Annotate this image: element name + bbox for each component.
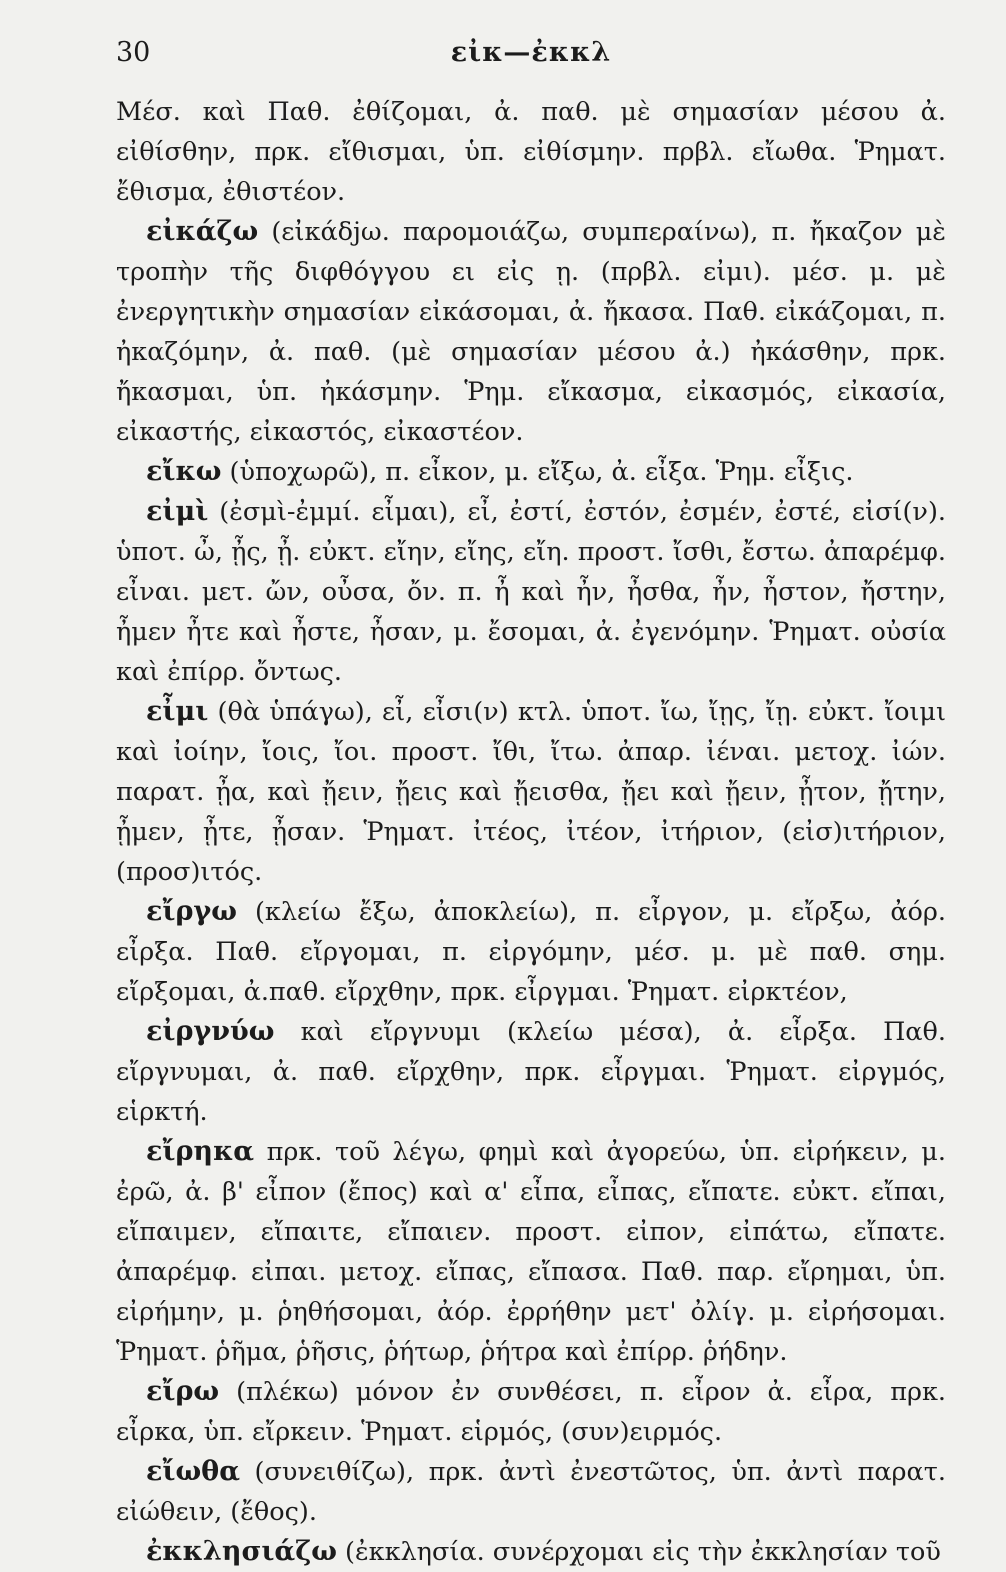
entry-lemma: εἰκάζω (146, 216, 259, 247)
entry-lemma: εἴκω (146, 456, 222, 487)
entry-lemma: εἴωθα (146, 1456, 240, 1487)
entry-body: καὶ εἴργνυμι (κλείω μέσα), ἀ. εἶρξα. Παθ. εἴργνυμαι, ἀ. παθ. εἴρχθην, πρκ. εἶργμαι. Ῥηματ. εἰργμός, εἱρκτή. (116, 1017, 946, 1127)
entry-lemma: εἴρω (146, 1376, 220, 1407)
entry-lemma: εἰμὶ (146, 496, 209, 527)
entry-body: (πλέκω) μόνον ἐν συνθέσει, π. εἶρον ἀ. εἶρα, πρκ. εἶρκα, ὑπ. εἴρκειν. Ῥηματ. εἱρμός, (συν)ειρμός. (116, 1377, 946, 1447)
entry-eireka (116, 1132, 946, 1372)
entry-lemma: εἴργω (146, 896, 237, 927)
entry-lemma: εἶμι (146, 696, 209, 727)
entry-eirgnyo (116, 1012, 946, 1132)
entry-eirgo (116, 892, 946, 1012)
page-header (116, 36, 946, 92)
running-head: εἰκ—ἐκκλ (450, 37, 612, 68)
entry-body: (κλείω ἔξω, ἀποκλείω), π. εἶργον, μ. εἴρξω, ἀόρ. εἶρξα. Παθ. εἴργομαι, π. εἰργόμην, μέσ. μ. μὲ παθ. σημ. εἴρξομαι, ἀ.παθ. εἴρχθην, πρκ. εἶργμαι. Ῥηματ. εἰρκτέον, (116, 897, 946, 1007)
entry-body: (συνειθίζω), πρκ. ἀντὶ ἐνεστῶτος, ὑπ. ἀντὶ παρατ. εἰώθειν, (ἔθος). (116, 1457, 946, 1527)
entry-eiotha (116, 1452, 946, 1532)
entry-eiko (116, 452, 946, 492)
entry-body: (ἐσμὶ-ἐμμί. εἶμαι), εἶ, ἐστί, ἐστόν, ἐσμέν, ἐστέ, εἰσί(ν). ὑποτ. ὦ, ᾖς, ᾖ. εὐκτ. εἴην, εἴης, εἴη. προστ. ἴσθι, ἔστω. ἀπαρέμφ. εἶναι. μετ. ὤν, οὖσα, ὄν. π. ἦ καὶ ἦν, ἦσθα, ἦν, ἦστον, ἤστην, ἦμεν ἦτε καὶ ἦστε, ἦσαν, μ. ἔσομαι, ἀ. ἐγενόμην. Ῥηματ. οὐσία καὶ ἐπίρρ. ὄντως. (116, 497, 946, 687)
entry-body: (ὑποχωρῶ), π. εἶκον, μ. εἴξω, ἀ. εἶξα. Ῥημ. εἶξις. (221, 457, 854, 487)
entry-eiro (116, 1372, 946, 1452)
entry-eimi-go (116, 692, 946, 892)
entry-body: πρκ. τοῦ λέγω, φημὶ καὶ ἀγορεύω, ὑπ. εἰρήκειν, μ. ἐρῶ, ἀ. β' εἶπον (ἔπος) καὶ α' εἶπα, εἶπας, εἴπατε. εὐκτ. εἴπαι, εἴπαιμεν, εἴπαιτε, εἴπαιεν. προστ. εἰπον, εἰπάτω, εἴπατε. ἀπαρέμφ. εἰπαι. μετοχ. εἴπας, εἴπασα. Παθ. παρ. εἴρημαι, ὑπ. εἰρήμην, μ. ῥηθήσομαι, ἀόρ. ἐρρήθην μετ' ὀλίγ. μ. εἰρήσομαι. Ῥηματ. ῥῆμα, ῥῆσις, ῥήτωρ, ῥήτρα καὶ ἐπίρρ. ῥήδην. (116, 1137, 946, 1367)
continuation-body: Μέσ. καὶ Παθ. ἐθίζομαι, ἀ. παθ. μὲ σημασίαν μέσου ἀ. εἰθίσθην, πρκ. εἴθισμαι, ὑπ. εἰθίσμην. πρβλ. εἴωθα. Ῥηματ. ἔθισμα, ἐθιστέον. (116, 97, 946, 207)
entry-ekklesiazo (116, 1532, 946, 1572)
entry-eimi-be (116, 492, 946, 692)
entry-body: (θὰ ὑπάγω), εἶ, εἶσι(ν) κτλ. ὑποτ. ἴω, ἴῃς, ἴῃ. εὐκτ. ἴοιμι καὶ ἰοίην, ἴοις, ἴοι. προστ. ἴθι, ἴτω. ἀπαρ. ἰέναι. μετοχ. ἰών. παρατ. ᾖα, καὶ ᾔειν, ᾔεις καὶ ᾔεισθα, ᾔει καὶ ᾔειν, ᾖτον, ᾔτην, ᾖμεν, ᾖτε, ᾖσαν. Ῥηματ. ἰτέος, ἰτέον, ἰτήριον, (εἰσ)ιτήριον, (προσ)ιτός. (116, 697, 946, 887)
entry-body: (ἐκκλησία. συνέρχομαι εἰς τὴν ἐκκλησίαν τοῦ (336, 1537, 941, 1567)
entry-body: (εἰκάδjω. παρομοιάζω, συμπεραίνω), π. ἤκαζον μὲ τροπὴν τῆς διφθόγγου ει εἰς ῃ. (πρβλ. εἰμι). μέσ. μ. μὲ ἐνεργητικὴν σημασίαν εἰκάσομαι, ἀ. ἤκασα. Παθ. εἰκάζομαι, π. ἠκαζόμην, ἀ. παθ. (μὲ σημασίαν μέσου ἀ.) ἠκάσθην, πρκ. ἤκασμαι, ὑπ. ἠκάσμην. Ῥημ. εἴκασμα, εἰκασμός, εἰκασία, εἰκαστής, εἰκαστός, εἰκαστέον. (116, 217, 946, 447)
continuation-text (116, 92, 946, 212)
entry-lemma: εἰργνύω (146, 1016, 275, 1047)
page-number: 30 (116, 37, 151, 68)
entry-lemma: εἴρηκα (146, 1136, 255, 1167)
dictionary-entries (116, 92, 946, 1572)
entry-lemma: ἐκκλησιάζω (146, 1536, 337, 1567)
entry-eikazo (116, 212, 946, 452)
